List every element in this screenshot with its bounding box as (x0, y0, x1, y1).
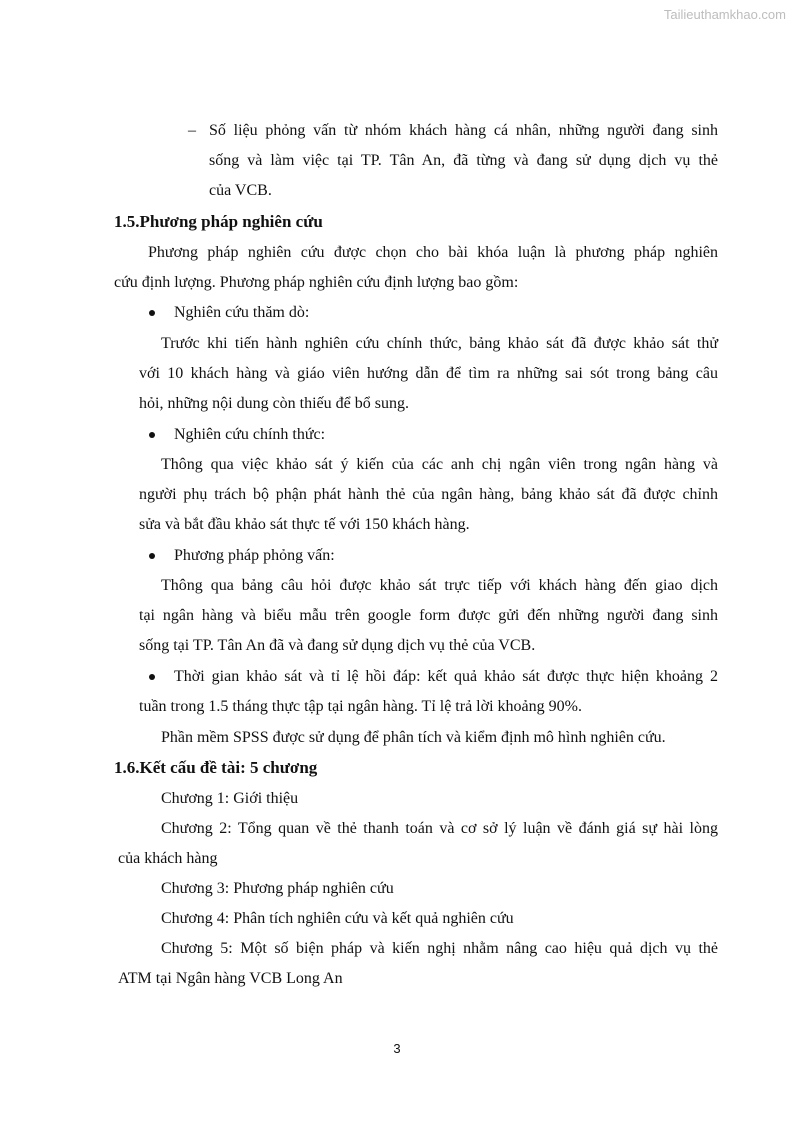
body-line: người phụ trách bộ phận phát hành thẻ của ngân hàng, bảng khảo sát đã được chỉnh (139, 486, 718, 503)
page-number: 3 (393, 1041, 401, 1056)
chapter-line: ATM tại Ngân hàng VCB Long An (118, 970, 343, 987)
body-line: của VCB. (209, 182, 272, 199)
section-heading-1-6: 1.6.Kết cấu đề tài: 5 chương (114, 758, 318, 777)
chapter-line: Chương 1: Giới thiệu (161, 790, 299, 807)
section-heading-1-5: 1.5.Phương pháp nghiên cứu (114, 212, 323, 231)
body-line: sửa và bắt đầu khảo sát thực tế với 150 khách hàng. (139, 516, 470, 533)
bullet-item: Thời gian khảo sát và tỉ lệ hồi đáp: kết quả khảo sát được thực hiện khoảng 2 (174, 668, 718, 685)
bullet-item: Nghiên cứu thăm dò: (174, 304, 310, 321)
body-line: Thông qua việc khảo sát ý kiến của các anh chị ngân viên trong ngân hàng và (161, 456, 718, 473)
body-line: Phương pháp nghiên cứu được chọn cho bài khóa luận là phương pháp nghiên (148, 244, 718, 261)
dash-bullet: – (188, 122, 196, 139)
body-line: với 10 khách hàng và giáo viên hướng dẫn để tìm ra những sai sót trong bảng câu (139, 365, 718, 382)
bullet-icon (149, 674, 155, 680)
body-line: Phần mềm SPSS được sử dụng để phân tích và kiểm định mô hình nghiên cứu. (161, 729, 666, 746)
bullet-icon (149, 310, 155, 316)
bullet-item: Nghiên cứu chính thức: (174, 426, 326, 443)
body-line: cứu định lượng. Phương pháp nghiên cứu định lượng bao gồm: (114, 274, 519, 291)
bullet-icon (149, 432, 155, 438)
body-line: sống và làm việc tại TP. Tân An, đã từng và đang sử dụng dịch vụ thẻ (209, 152, 718, 169)
chapter-line: Chương 3: Phương pháp nghiên cứu (161, 880, 394, 897)
body-line: tuần trong 1.5 tháng thực tập tại ngân hàng. Tỉ lệ trả lời khoảng 90%. (139, 698, 582, 715)
watermark: Tailieuthamkhao.com (663, 7, 786, 22)
chapter-line: Chương 5: Một số biện pháp và kiến nghị nhằm nâng cao hiệu quả dịch vụ thẻ (161, 940, 718, 957)
chapter-line: của khách hàng (118, 850, 218, 867)
body-line: hỏi, những nội dung còn thiếu để bổ sung. (139, 395, 409, 412)
body-line: Trước khi tiến hành nghiên cứu chính thức, bảng khảo sát đã được khảo sát thử (161, 335, 718, 352)
bullet-icon (149, 553, 155, 559)
body-line: Thông qua bảng câu hỏi được khảo sát trực tiếp với khách hàng đến giao dịch (161, 577, 718, 594)
body-line: sống tại TP. Tân An đã và đang sử dụng dịch vụ thẻ của VCB. (139, 637, 536, 654)
body-line: tại ngân hàng và biểu mẫu trên google form được gửi đến những người đang sinh (139, 607, 718, 624)
chapter-line: Chương 2: Tổng quan về thẻ thanh toán và cơ sở lý luận về đánh giá sự hài lòng (161, 820, 718, 837)
bullet-item: Phương pháp phỏng vấn: (174, 547, 335, 564)
body-line: Số liệu phỏng vấn từ nhóm khách hàng cá nhân, những người đang sinh (209, 122, 718, 139)
chapter-line: Chương 4: Phân tích nghiên cứu và kết quả nghiên cứu (161, 910, 514, 927)
